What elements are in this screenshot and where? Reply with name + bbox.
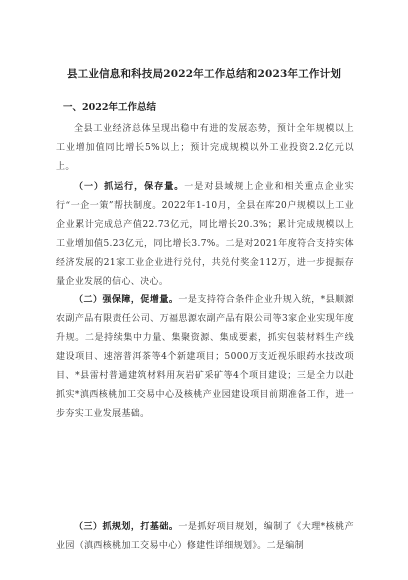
- paragraph-body: 一是对县域规上企业和相关重点企业实行“一企一策”帮扶制度。2022年1-10月，全县在库20户规模以上工业企业累计完成总产值22.73亿元，同比增长20.3%；累计完成规模以上工业增加值5.23亿元，同比增长3.7%。二是对2021年度符合支持实体经济发展的21家工业企业进行兑付，共兑付奖金112万，进一步提振存量企业发展的信心、决心。: [56, 182, 354, 287]
- paragraph-summary: 全县工业经济总体呈现出稳中有进的发展态势，预计全年规模以上工业增加值同比增长5%以上；预计完成规模以外工业投资2.2亿元以上。: [56, 124, 354, 172]
- paragraph-body: 一是支持符合条件企业升规入统，*县顺源农副产品有限责任公司、万福思源农副产品有限公司等3家企业实现年度升规。二是持续集中力量、集聚资源、集成要素，抓实包装材料生产线建设项目、速溶普洱茶等4个新建项目；5000万支近视乐眼药水技改项目、*县雷村普通建筑材料用灰岩矿采矿等4个项目建设；三是全力以赴抓实*滇西核桃加工交易中心及核桃产业园建设项目前期准备工作，进一步夯实工业发展基础。: [56, 295, 354, 419]
- paragraph-body: 一是抓好项目规划，编制了《大理*核桃产业园（滇西核桃加工交易中心）修建性详细规划》。二是编制: [56, 522, 354, 551]
- paragraph-support: [56, 291, 354, 424]
- paragraph-operations: [56, 178, 354, 292]
- section-heading: 一、2022年工作总结: [63, 102, 156, 113]
- paragraph-lead: （二）强保障，促增量。: [74, 295, 179, 305]
- paragraph-lead: （一）抓运行，保存量。: [74, 182, 185, 192]
- document-title: 县工业信息和科技局2022年工作总结和2023年工作计划: [66, 68, 342, 80]
- paragraph-planning: [56, 518, 354, 556]
- paragraph-lead: （三）抓规划，打基础。: [74, 522, 179, 532]
